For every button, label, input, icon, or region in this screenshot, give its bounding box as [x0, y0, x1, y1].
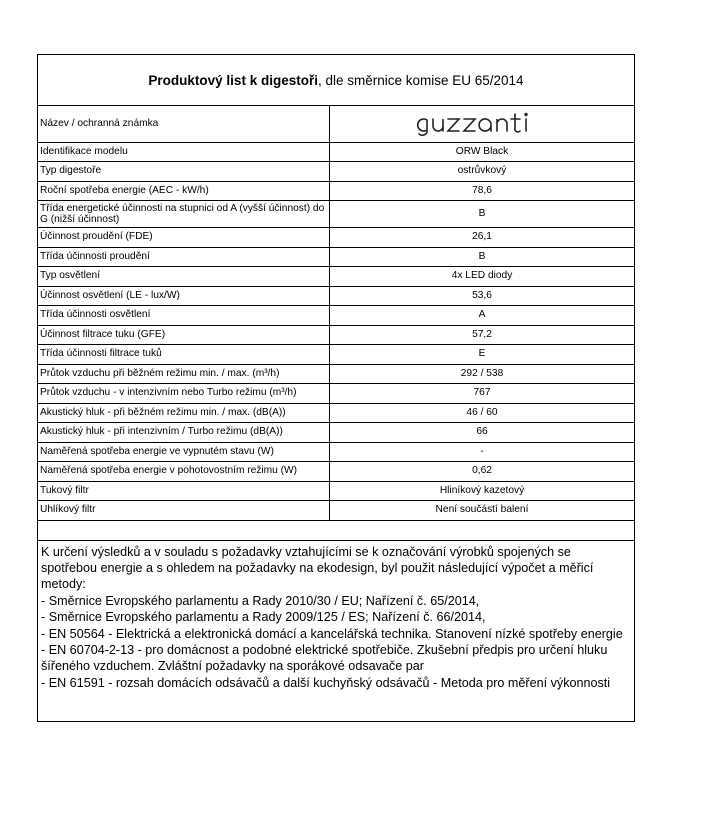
brand-label: Název / ochranná známka [38, 106, 330, 142]
spec-label: Průtok vzduchu při běžném režimu min. / max. (m³/h) [38, 364, 330, 384]
spec-row [38, 345, 634, 365]
spec-value: 26,1 [330, 228, 635, 248]
spec-value: Hliníkový kazetový [330, 481, 635, 501]
spec-label: Třída účinnosti proudění [38, 247, 330, 267]
spec-row [38, 403, 634, 423]
spec-label: Účinnost filtrace tuku (GFE) [38, 325, 330, 345]
spec-label: Naměřená spotřeba energie v pohotovostním režimu (W) [38, 462, 330, 482]
spec-value: B [330, 247, 635, 267]
spec-value: ORW Black [330, 142, 635, 162]
spec-label: Třída energetické účinnosti na stupnici od A (vyšší účinnost) do G (nižší účinnost) [38, 201, 330, 228]
spec-label: Typ digestoře [38, 162, 330, 182]
spec-value: 46 / 60 [330, 403, 635, 423]
spec-row [38, 181, 634, 201]
spec-row [38, 481, 634, 501]
spec-label: Naměřená spotřeba energie ve vypnutém stavu (W) [38, 442, 330, 462]
note-line: K určení výsledků a v souladu s požadavky vztahujícími se k označování výrobků spojených se spotřebou energie a s ohledem na požadavky na ekodesign, byl použit následující výpočet a měřicí metody: [41, 544, 594, 592]
spec-value: 767 [330, 384, 635, 404]
spec-value: ostrůvkový [330, 162, 635, 182]
spec-label: Třída účinnosti osvětlení [38, 306, 330, 326]
title-rest: , dle směrnice komise EU 65/2014 [317, 72, 524, 88]
spec-row [38, 267, 634, 287]
spec-row [38, 423, 634, 443]
spec-value: 4x LED diody [330, 267, 635, 287]
spec-value: 53,6 [330, 286, 635, 306]
spec-row [38, 501, 634, 521]
spec-value: E [330, 345, 635, 365]
spec-value: 66 [330, 423, 635, 443]
spec-row [38, 247, 634, 267]
spec-label: Tukový filtr [38, 481, 330, 501]
spec-label: Průtok vzduchu - v intenzivním nebo Turbo režimu (m³/h) [38, 384, 330, 404]
spec-label: Uhlíkový filtr [38, 501, 330, 521]
guzzanti-logo-mark [416, 111, 548, 137]
note-line: - Směrnice Evropského parlamentu a Rady 2010/30 / EU; Nařízení č. 65/2014, [41, 593, 480, 608]
spec-row [38, 384, 634, 404]
spec-value: 57,2 [330, 325, 635, 345]
brand-row [38, 106, 634, 142]
note-line: - EN 61591 - rozsah domácích odsávačů a další kuchyňský odsávačů - Metoda pro měření výkonnosti [41, 675, 611, 690]
spec-row [38, 142, 634, 162]
spec-label: Účinnost osvětlení (LE - lux/W) [38, 286, 330, 306]
spec-table [38, 106, 634, 541]
spec-value: 78,6 [330, 181, 635, 201]
spec-row [38, 306, 634, 326]
spec-value: A [330, 306, 635, 326]
spec-row [38, 325, 634, 345]
spec-row [38, 442, 634, 462]
spec-label: Identifikace modelu [38, 142, 330, 162]
spec-value: - [330, 442, 635, 462]
spec-value: 292 / 538 [330, 364, 635, 384]
notes-block [38, 541, 634, 692]
note-line: - EN 50564 - Elektrická a elektronická domácí a kancelářská technika. Stanovení nízké spotřeby energie [41, 626, 623, 641]
spec-value: 0,62 [330, 462, 635, 482]
spec-value: Není součástí balení [330, 501, 635, 521]
spec-label: Akustický hluk - při intenzivním / Turbo režimu (dB(A)) [38, 423, 330, 443]
sheet-title [38, 55, 634, 106]
spec-row [38, 162, 634, 182]
note-line: - Směrnice Evropského parlamentu a Rady 2009/125 / ES; Nařízení č. 66/2014, [41, 610, 486, 625]
spec-row [38, 228, 634, 248]
spec-label: Roční spotřeba energie (AEC - kW/h) [38, 181, 330, 201]
spec-label: Akustický hluk - při běžném režimu min. / max. (dB(A)) [38, 403, 330, 423]
title-bold: Produktový list k digestoři [148, 72, 318, 88]
spec-row [38, 286, 634, 306]
spec-value: B [330, 201, 635, 228]
spec-label: Účinnost proudění (FDE) [38, 228, 330, 248]
product-sheet [37, 54, 635, 722]
spec-row [38, 364, 634, 384]
spec-row [38, 462, 634, 482]
spec-label: Typ osvětlení [38, 267, 330, 287]
spec-row [38, 201, 634, 228]
spec-label: Třída účinnosti filtrace tuků [38, 345, 330, 365]
guzzanti-logo [332, 111, 632, 137]
note-line: - EN 60704-2-13 - pro domácnost a podobné elektrické spotřebiče. Zkušební předpis pro určení hluku šířeného vzduchem. Zvláštní požadavky na sporákové odsavače par [41, 642, 608, 674]
blank-row [38, 520, 634, 540]
brand-logo-cell [330, 106, 635, 142]
